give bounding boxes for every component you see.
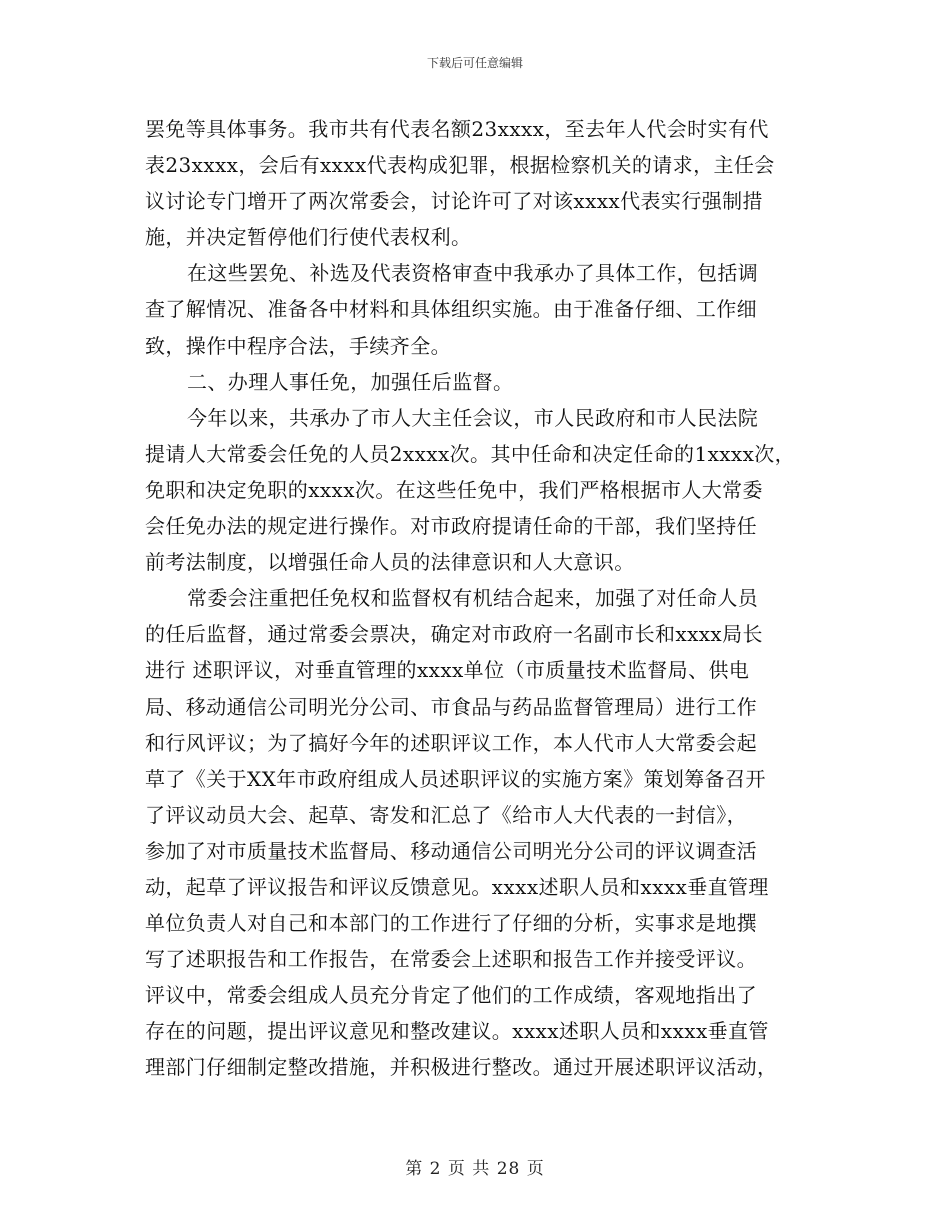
text-line: 动，起草了评议报告和评议反馈意见。xxxx述职人员和xxxx垂直管理	[145, 874, 769, 899]
text-line: 表23xxxx，会后有xxxx代表构成犯罪，根据检察机关的请求，主任会	[145, 153, 775, 178]
text-line: 今年以来，共承办了市人大主任会议，市人民政府和市人民法院	[187, 405, 759, 430]
text-line: 存在的问题，提出评议意见和整改建议。xxxx述职人员和xxxx垂直管	[145, 1019, 769, 1044]
text-line: 草了《关于XX年市政府组成人员述职评议的实施方案》策划筹备召开	[145, 766, 766, 791]
text-line: 了评议动员大会、起草、寄发和汇总了《给市人大代表的一封信》，	[145, 802, 747, 827]
text-line: 在这些罢免、补选及代表资格审查中我承办了具体工作，包括调	[187, 261, 759, 286]
document-body	[145, 111, 815, 1086]
text-line: 会任免办法的规定进行操作。对市政府提请任命的干部，我们坚持任	[145, 514, 757, 539]
text-line: 参加了对市质量技术监督局、移动通信公司明光分公司的评议调查活	[145, 838, 757, 863]
section-heading: 二、办理人事任免，加强任后监督。	[187, 369, 514, 394]
text-line: 常委会注重把任免权和监督权有机结合起来，加强了对任命人员	[187, 586, 759, 611]
text-line: 的任后监督，通过常委会票决，确定对市政府一名副市长和xxxx局长	[145, 622, 763, 647]
text-line: 和行风评议；为了搞好今年的述职评议工作，本人代市人大常委会起	[145, 730, 757, 755]
text-line: 提请人大常委会任免的人员2xxxx次。其中任命和决定任命的1xxxx次，	[145, 441, 796, 466]
text-line: 罢免等具体事务。我市共有代表名额23xxxx，至去年人代会时实有代	[145, 117, 769, 141]
text-line: 议讨论专门增开了两次常委会，讨论许可了对该xxxx代表实行强制措	[145, 189, 763, 214]
page-number-footer: 第 2 页 共 28 页	[405, 1159, 545, 1179]
page-header: 下载后可任意编辑	[426, 56, 523, 70]
text-line: 局、移动通信公司明光分公司、市食品与药品监督管理局）进行工作	[145, 694, 757, 719]
text-line: 查了解情况、准备各中材料和具体组织实施。由于准备仔细、工作细	[145, 297, 757, 322]
text-line: 进行 述职评议，对垂直管理的xxxx单位（市质量技术监督局、供电	[145, 658, 750, 683]
text-line: 致，操作中程序合法，手续齐全。	[145, 333, 451, 358]
text-line: 评议中，常委会组成人员充分肯定了他们的工作成绩，客观地指出了	[145, 983, 757, 1008]
text-line: 免职和决定免职的xxxx次。在这些任免中，我们严格根据市人大常委	[145, 477, 763, 502]
text-line: 前考法制度，以增强任命人员的法律意识和人大意识。	[145, 550, 635, 575]
text-line: 单位负责人对自己和本部门的工作进行了仔细的分析，实事求是地撰	[145, 911, 757, 936]
text-line: 写了述职报告和工作报告，在常委会上述职和报告工作并接受评议。	[145, 947, 757, 972]
text-line: 施，并决定暂停他们行使代表权利。	[145, 225, 472, 250]
text-line: 理部门仔细制定整改措施，并积极进行整改。通过开展述职评议活动，	[145, 1055, 778, 1080]
